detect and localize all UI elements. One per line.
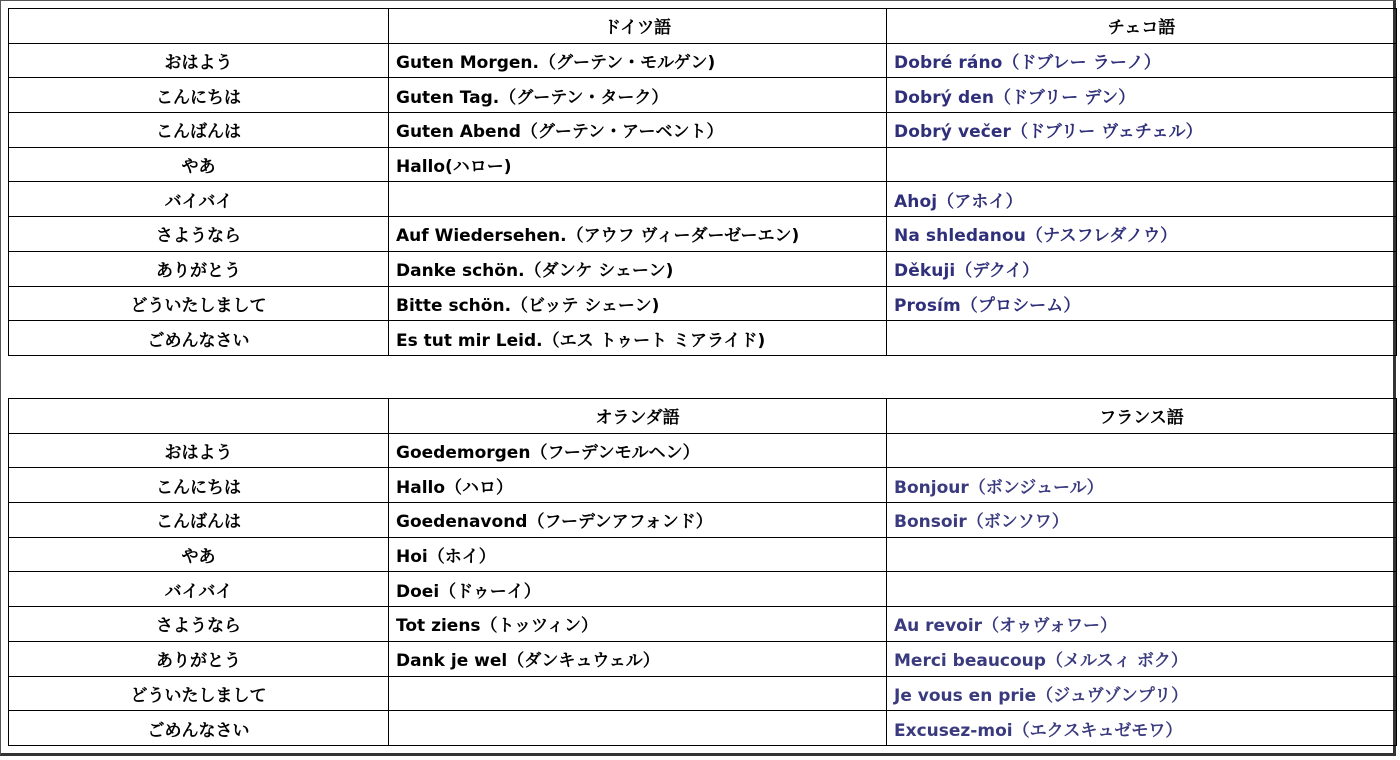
- czech-phrase: Ahoj（アホイ）: [887, 182, 1397, 217]
- german-phrase: Bitte schön.（ビッテ シェーン): [389, 286, 887, 321]
- french-phrase: Merci beaucoup（メルスィ ボク）: [887, 641, 1397, 676]
- table-row: [9, 113, 1397, 148]
- japanese-phrase: こんばんは: [9, 503, 389, 538]
- table-row: [9, 433, 1397, 468]
- japanese-phrase: やあ: [9, 537, 389, 572]
- japanese-phrase: こんにちは: [9, 78, 389, 113]
- japanese-phrase: やあ: [9, 147, 389, 182]
- header-german: ドイツ語: [389, 9, 887, 44]
- table-row: [9, 572, 1397, 607]
- header-blank: [9, 9, 389, 44]
- czech-phrase: Děkuji（デクイ）: [887, 251, 1397, 286]
- german-phrase: Guten Morgen.（グーテン・モルゲン): [389, 43, 887, 78]
- table-header-row: [9, 9, 1397, 44]
- table-row: [9, 468, 1397, 503]
- table-row: [9, 182, 1397, 217]
- dutch-phrase: Dank je wel（ダンキュウェル）: [389, 641, 887, 676]
- table-row: [9, 676, 1397, 711]
- czech-phrase: [887, 147, 1397, 182]
- french-phrase: Je vous en prie（ジュヴゾンプリ）: [887, 676, 1397, 711]
- table-row: [9, 147, 1397, 182]
- japanese-phrase: どういたしまして: [9, 286, 389, 321]
- dutch-phrase: Goedemorgen（フーデンモルヘン）: [389, 433, 887, 468]
- japanese-phrase: バイバイ: [9, 182, 389, 217]
- german-phrase: Danke schön.（ダンケ シェーン): [389, 251, 887, 286]
- dutch-phrase: Hoi（ホイ）: [389, 537, 887, 572]
- table-header-row: [9, 399, 1397, 434]
- japanese-phrase: ありがとう: [9, 251, 389, 286]
- dutch-phrase: Tot ziens（トッツィン）: [389, 607, 887, 642]
- japanese-phrase: こんにちは: [9, 468, 389, 503]
- french-phrase: Bonsoir（ボンソワ）: [887, 503, 1397, 538]
- japanese-phrase: おはよう: [9, 433, 389, 468]
- german-phrase: Auf Wiedersehen.（アウフ ヴィーダーゼーエン): [389, 217, 887, 252]
- dutch-phrase: Doei（ドゥーイ）: [389, 572, 887, 607]
- table-row: [9, 537, 1397, 572]
- german-phrase: [389, 182, 887, 217]
- czech-phrase: Na shledanou（ナスフレダノウ）: [887, 217, 1397, 252]
- german-phrase: Es tut mir Leid.（エス トゥート ミアライド): [389, 321, 887, 356]
- czech-phrase: Dobré ráno（ドブレー ラーノ）: [887, 43, 1397, 78]
- german-phrase: Hallo(ハロー): [389, 147, 887, 182]
- header-blank: [9, 399, 389, 434]
- czech-phrase: Dobrý večer（ドブリー ヴェチェル）: [887, 113, 1397, 148]
- table-row: [9, 711, 1397, 746]
- table-row: [9, 251, 1397, 286]
- table-row: [9, 641, 1397, 676]
- japanese-phrase: どういたしまして: [9, 676, 389, 711]
- japanese-phrase: ごめんなさい: [9, 321, 389, 356]
- german-phrase: Guten Abend（グーテン・アーベント）: [389, 113, 887, 148]
- french-phrase: Excusez-moi（エクスキュゼモワ）: [887, 711, 1397, 746]
- dutch-phrase: [389, 711, 887, 746]
- japanese-phrase: バイバイ: [9, 572, 389, 607]
- dutch-phrase: Goedenavond（フーデンアフォンド）: [389, 503, 887, 538]
- french-phrase: Au revoir（オゥヴォワー）: [887, 607, 1397, 642]
- japanese-phrase: さようなら: [9, 217, 389, 252]
- japanese-phrase: ありがとう: [9, 641, 389, 676]
- czech-phrase: Prosím（プロシーム）: [887, 286, 1397, 321]
- japanese-phrase: こんばんは: [9, 113, 389, 148]
- czech-phrase: Dobrý den（ドブリー デン）: [887, 78, 1397, 113]
- header-french: フランス語: [887, 399, 1397, 434]
- dutch-french-greetings-table: [8, 398, 1397, 746]
- table-row: [9, 78, 1397, 113]
- czech-phrase: [887, 321, 1397, 356]
- table-row: [9, 321, 1397, 356]
- header-czech: チェコ語: [887, 9, 1397, 44]
- german-phrase: Guten Tag.（グーテン・ターク）: [389, 78, 887, 113]
- german-czech-greetings-table: [8, 8, 1397, 356]
- table-row: [9, 503, 1397, 538]
- french-phrase: Bonjour（ボンジュール）: [887, 468, 1397, 503]
- dutch-phrase: [389, 676, 887, 711]
- header-dutch: オランダ語: [389, 399, 887, 434]
- table-row: [9, 43, 1397, 78]
- french-phrase: [887, 433, 1397, 468]
- table-row: [9, 286, 1397, 321]
- table-row: [9, 607, 1397, 642]
- japanese-phrase: さようなら: [9, 607, 389, 642]
- dutch-phrase: Hallo（ハロ）: [389, 468, 887, 503]
- table-row: [9, 217, 1397, 252]
- french-phrase: [887, 537, 1397, 572]
- japanese-phrase: おはよう: [9, 43, 389, 78]
- japanese-phrase: ごめんなさい: [9, 711, 389, 746]
- french-phrase: [887, 572, 1397, 607]
